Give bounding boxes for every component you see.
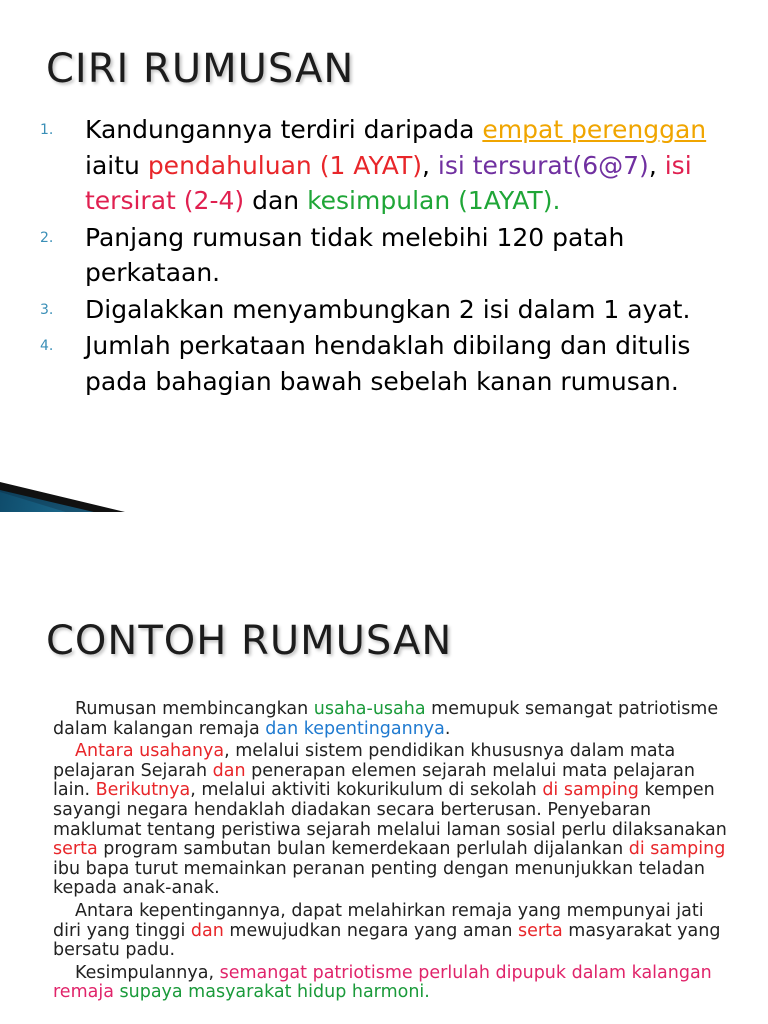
text-run: masyarakat yang bersatu padu. — [53, 920, 721, 961]
slide-title: CIRI RUMUSAN — [46, 46, 355, 92]
text-run: supaya masyarakat hidup harmoni. — [113, 982, 430, 1003]
paragraph — [53, 902, 733, 961]
text-run: , melalui aktiviti kokurikulum di sekolah — [190, 780, 543, 801]
text-run: semangat patriotisme perlulah dipupuk dalam kalangan remaja — [53, 962, 712, 1003]
slide-contoh-rumusan — [0, 576, 768, 1024]
text-run: mewujudkan negara yang aman — [223, 920, 519, 941]
paragraph — [53, 742, 733, 899]
text-run: Berikutnya — [95, 780, 191, 801]
text-run: kempen sayangi negara hendaklah diadakan secara berterusan. Penyebaran maklumat tentang peristiwa sejarah melalui laman sosial perlu dilaksanakan — [53, 780, 727, 840]
decorative-swoosh — [0, 470, 768, 512]
list-item — [40, 112, 740, 219]
text-run: Antara kepentingannya, dapat melahirkan remaja yang mempunyai jati diri yang tinggi — [53, 900, 704, 941]
text-run: pendahuluan (1 AYAT) — [147, 150, 422, 180]
text-run: , melalui sistem pendidikan khususnya dalam mata pelajaran Sejarah — [53, 741, 676, 781]
text-run: empat perenggan — [482, 115, 707, 144]
list-number: 1. — [40, 122, 54, 138]
list-item — [40, 328, 740, 399]
text-run: Kandungannya terdiri daripada — [85, 115, 483, 144]
criteria-list — [40, 112, 740, 400]
text-run: . — [444, 718, 451, 739]
text-run: di samping — [542, 780, 639, 801]
text-run: dan — [212, 760, 246, 781]
text-run: usaha-usaha — [313, 699, 426, 719]
text-run: serta — [53, 839, 98, 860]
text-run: Jumlah perkataan hendaklah dibilang dan ditulis pada bahagian bawah sebelah kanan rumusan. — [85, 331, 691, 396]
text-run: Antara usahanya — [75, 741, 225, 762]
paragraph — [53, 964, 733, 1003]
text-run: kesimpulan (1AYAT). — [307, 186, 561, 215]
text-run: Panjang rumusan tidak melebihi 120 patah perkataan. — [85, 222, 625, 287]
text-run: Digalakkan menyambungkan 2 isi dalam 1 ayat. — [85, 294, 691, 324]
list-item — [40, 292, 740, 328]
text-run: , — [421, 150, 438, 180]
text-run: isi tersirat (2-4) — [85, 150, 692, 215]
example-text — [53, 700, 733, 1006]
text-run: dan — [190, 920, 224, 941]
slide-separator — [0, 512, 768, 576]
text-run: Rumusan membincangkan — [75, 699, 314, 719]
text-run: dan kepentingannya — [265, 718, 445, 739]
text-run: , — [648, 150, 665, 180]
text-run: program sambutan bulan kemerdekaan perlulah dijalankan — [97, 839, 629, 860]
text-run: isi tersurat(6@7) — [437, 150, 649, 180]
list-item — [40, 220, 740, 291]
paragraph — [53, 700, 733, 739]
text-run: Kesimpulannya, — [75, 962, 220, 983]
text-run: serta — [518, 920, 563, 941]
text-run: dan — [244, 186, 308, 215]
text-run: memupuk semangat patriotisme dalam kalangan remaja — [53, 699, 719, 739]
list-number: 2. — [40, 229, 54, 246]
slide-title: CONTOH RUMUSAN — [46, 618, 453, 664]
text-run: ibu bapa turut memainkan peranan penting dengan menunjukkan teladan kepada anak-anak. — [53, 858, 705, 899]
list-number: 4. — [40, 338, 54, 354]
list-number: 3. — [40, 301, 54, 318]
text-run: di samping — [628, 839, 726, 860]
text-run: penerapan elemen sejarah melalui mata pelajaran lain. — [53, 760, 695, 801]
text-run: iaitu — [85, 150, 148, 180]
